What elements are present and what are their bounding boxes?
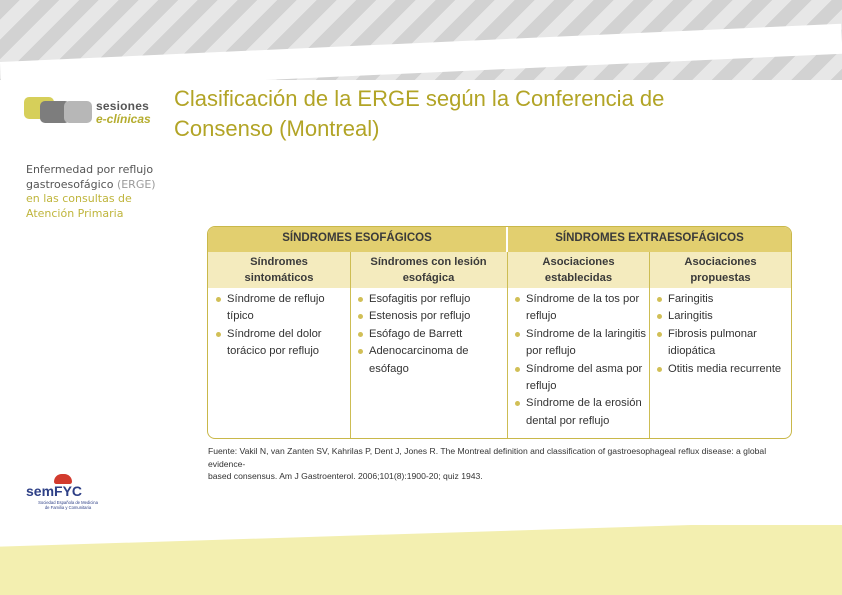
list-item: Esófago de Barrett <box>356 326 504 343</box>
speech-bubble-icon <box>64 101 92 123</box>
list-item: Síndrome de la tos por reflujo <box>513 291 647 326</box>
list-item: Laringitis <box>655 308 789 325</box>
list-item: Síndrome del asma por reflujo <box>513 361 647 396</box>
logo-text-eclinicas: e-clínicas <box>96 112 151 126</box>
column-header: Síndromes sintomáticos <box>244 256 314 284</box>
subtitle-line: Enfermedad por reflujo <box>26 163 154 176</box>
semfyc-subtitle: Sociedad Española de Medicina de Familia y Comunitaria <box>38 500 98 510</box>
list-item: Síndrome de la erosión dental por reflujo <box>513 395 647 430</box>
list-item: Estenosis por reflujo <box>356 308 504 325</box>
semfyc-name: semFYC <box>26 483 83 499</box>
group-header-esophageal: SÍNDROMES ESOFÁGICOS <box>282 232 432 244</box>
column-divider <box>507 252 508 438</box>
column-divider <box>350 252 351 438</box>
column-header-row <box>208 252 791 288</box>
column-asociaciones-establecidas <box>513 291 647 430</box>
slide-title: Clasificación de la ERGE según la Conferencia de Consenso (Montreal) <box>174 86 665 141</box>
erge-classification-table <box>207 226 792 439</box>
list-item: Esofagitis por reflujo <box>356 291 504 308</box>
column-sintomaticos <box>214 291 348 361</box>
subtitle-line: Atención Primaria <box>26 206 124 220</box>
group-divider <box>506 227 508 252</box>
list-item: Síndrome del dolor torácico por reflujo <box>214 326 348 361</box>
column-divider <box>649 252 650 438</box>
column-header: Asociaciones establecidas <box>542 256 615 284</box>
subtitle-line: en las consultas de <box>26 192 132 205</box>
subtitle-line: gastroesofágico (ERGE) <box>26 177 156 191</box>
list-item: Adenocarcinoma de esófago <box>356 343 504 378</box>
source-citation: Fuente: Vakil N, van Zanten SV, Kahrilas P, Dent J, Jones R. The Montreal definition and classification of gastroesophageal reflux disease: a global evidence- based consensus. Am J Gastroenterol. 2006;101(8):1900-20; quiz 1943. <box>208 446 767 481</box>
column-asociaciones-propuestas <box>655 291 789 378</box>
column-header: Síndromes con lesión esofágica <box>370 256 487 284</box>
list-item: Síndrome de la laringitis por reflujo <box>513 326 647 361</box>
list-item: Síndrome de reflujo típico <box>214 291 348 326</box>
group-header-row <box>208 227 791 252</box>
list-item: Otitis media recurrente <box>655 361 789 378</box>
column-lesion-esofagica <box>356 291 504 378</box>
list-item: Fibrosis pulmonar idiopática <box>655 326 789 361</box>
sesiones-clinicas-logo <box>24 93 164 133</box>
session-subtitle <box>26 163 176 221</box>
list-item: Faringitis <box>655 291 789 308</box>
logo-text-sesiones: sesiones <box>96 99 149 113</box>
semfyc-logo <box>26 474 126 514</box>
column-header: Asociaciones propuestas <box>684 256 757 284</box>
group-header-extraesophageal: SÍNDROMES EXTRAESOFÁGICOS <box>555 232 744 244</box>
